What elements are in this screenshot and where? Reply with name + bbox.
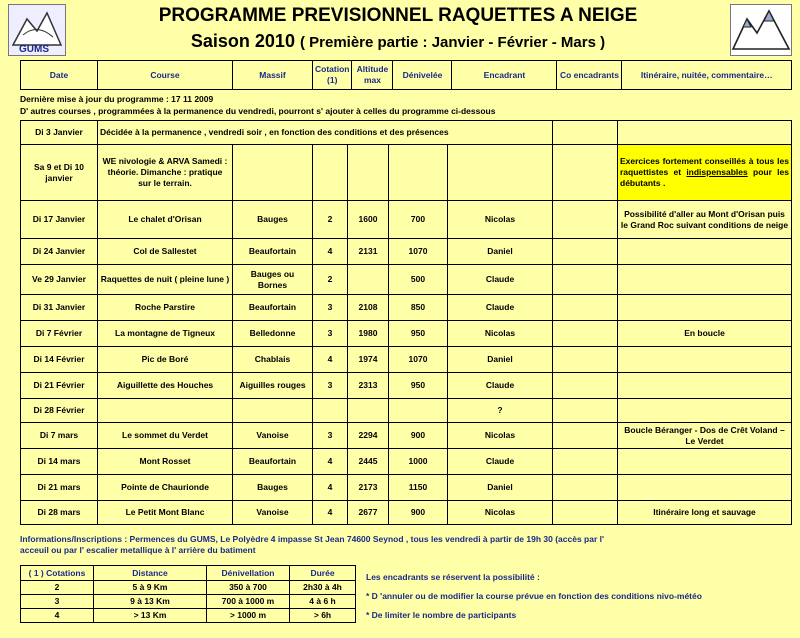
season-label: Saison 2010 xyxy=(190,31,295,51)
alt-cell: 2294 xyxy=(348,423,389,449)
cot-cell: 4 xyxy=(313,475,348,501)
comment-cell xyxy=(618,373,792,399)
table-row xyxy=(21,475,792,501)
info-note: Informations/Inscriptions : Permences du GUMS, Le Polyèdre 4 impasse St Jean 74600 Seynod , tous les vendredi à partir de 19h 30 (accès par l' acceuil ou par l' escalier metallique à l' arrière du batiment xyxy=(20,534,605,555)
date-cell: Di 28 mars xyxy=(21,501,98,525)
date-cell: Di 21 Février xyxy=(21,373,98,399)
massif-cell: Belledonne xyxy=(233,321,313,347)
cot-cell: 3 xyxy=(313,321,348,347)
massif-cell xyxy=(233,145,313,201)
cot-cell: 4 xyxy=(21,609,94,623)
table-row xyxy=(21,201,792,239)
course-cell: Le sommet du Verdet xyxy=(98,423,233,449)
cot-cell: 5 à 9 Km xyxy=(94,581,207,595)
alt-cell xyxy=(348,399,389,423)
cot-cell: 350 à 700 xyxy=(207,581,290,595)
enc-cell: Daniel xyxy=(448,475,553,501)
cot-cell: 9 à 13 Km xyxy=(94,595,207,609)
course-cell: WE nivologie & ARVA Samedi : théorie. Dimanche : pratique sur le terrain. xyxy=(98,145,233,201)
season-subtitle: ( Première partie : Janvier - Février - Mars ) xyxy=(299,34,606,51)
co-cell xyxy=(553,239,618,265)
cot-cell xyxy=(313,145,348,201)
table-row xyxy=(21,295,792,321)
alt-cell: 1600 xyxy=(348,201,389,239)
enc-cell: Claude xyxy=(448,449,553,475)
cot-row xyxy=(21,581,356,595)
co-cell xyxy=(553,449,618,475)
massif-cell: Bauges xyxy=(233,475,313,501)
den-cell: 500 xyxy=(389,265,448,295)
den-cell: 900 xyxy=(389,423,448,449)
enc-cell: Nicolas xyxy=(448,501,553,525)
comment-cell: Possibilité d'aller au Mont d'Orisan puis le Grand Roc suivant conditions de neige xyxy=(618,201,792,239)
cot-cell: 700 à 1000 m xyxy=(207,595,290,609)
table-row xyxy=(21,449,792,475)
table-row xyxy=(21,321,792,347)
table-row xyxy=(21,423,792,449)
co-cell xyxy=(553,475,618,501)
cot-cell: 2h30 à 4h xyxy=(290,581,356,595)
massif-cell: Beaufortain xyxy=(233,239,313,265)
co-cell xyxy=(553,121,618,145)
comment-text-end: pour les débutants . xyxy=(620,167,789,188)
cot-header: Dénivellation xyxy=(207,566,290,581)
date-cell: Di 24 Janvier xyxy=(21,239,98,265)
date-cell: Di 14 mars xyxy=(21,449,98,475)
date-cell: Sa 9 et Di 10 janvier xyxy=(21,145,98,201)
co-cell xyxy=(553,347,618,373)
col-date: Date xyxy=(21,61,98,90)
co-cell xyxy=(553,399,618,423)
update-note: Dernière mise à jour du programme : 17 11 2009 xyxy=(20,94,214,104)
comment-cell xyxy=(618,239,792,265)
co-cell xyxy=(553,295,618,321)
cot-cell: 3 xyxy=(313,423,348,449)
reserve-item: * D 'annuler ou de modifier la course prévue en fonction des conditions nivo-météo xyxy=(366,591,702,601)
reserve-notes xyxy=(366,568,702,625)
cot-header: ( 1 ) Cotations xyxy=(21,566,94,581)
comment-cell xyxy=(618,449,792,475)
col-cotation: Cotation (1) xyxy=(313,61,352,90)
cot-cell: 2 xyxy=(313,201,348,239)
date-cell: Di 14 Février xyxy=(21,347,98,373)
alt-cell: 1974 xyxy=(348,347,389,373)
alt-cell: 2445 xyxy=(348,449,389,475)
program-table xyxy=(20,120,792,525)
enc-cell: Claude xyxy=(448,295,553,321)
alt-cell: 2173 xyxy=(348,475,389,501)
den-cell: 950 xyxy=(389,373,448,399)
table-row xyxy=(21,239,792,265)
cot-cell: 4 xyxy=(313,449,348,475)
enc-cell xyxy=(448,145,553,201)
cot-row xyxy=(21,595,356,609)
massif-cell: Bauges ou Bornes xyxy=(233,265,313,295)
course-cell: Mont Rosset xyxy=(98,449,233,475)
enc-cell: ? xyxy=(448,399,553,423)
co-cell xyxy=(553,145,618,201)
enc-cell: Daniel xyxy=(448,239,553,265)
den-cell: 1070 xyxy=(389,347,448,373)
course-cell xyxy=(98,399,233,423)
enc-cell: Claude xyxy=(448,373,553,399)
cot-row xyxy=(21,609,356,623)
col-encadrant: Encadrant xyxy=(452,61,557,90)
den-cell xyxy=(389,399,448,423)
comment-underline: indispensables xyxy=(686,167,748,177)
enc-cell: Daniel xyxy=(448,347,553,373)
massif-cell: Aiguilles rouges xyxy=(233,373,313,399)
others-note: D' autres courses , programmées à la permanence du vendredi, pourront s' ajouter à celles du programme ci-dessous xyxy=(20,106,496,116)
den-cell: 850 xyxy=(389,295,448,321)
den-cell: 1000 xyxy=(389,449,448,475)
comment-cell xyxy=(618,475,792,501)
comment-cell xyxy=(618,145,792,201)
co-cell xyxy=(553,265,618,295)
comment-cell xyxy=(618,347,792,373)
den-cell: 1070 xyxy=(389,239,448,265)
page-header xyxy=(0,0,800,58)
alt-cell xyxy=(348,145,389,201)
den-cell: 700 xyxy=(389,201,448,239)
col-co-encadrants: Co encadrants xyxy=(557,61,622,90)
comment-cell: Itinéraire long et sauvage xyxy=(618,501,792,525)
cot-cell: > 6h xyxy=(290,609,356,623)
course-cell: Raquettes de nuit ( pleine lune ) xyxy=(98,265,233,295)
span-cell: Décidée à la permanence , vendredi soir , en fonction des conditions et des présences xyxy=(98,121,553,145)
comment-cell xyxy=(618,295,792,321)
cot-header: Distance xyxy=(94,566,207,581)
date-cell: Di 28 Février xyxy=(21,399,98,423)
massif-cell: Bauges xyxy=(233,201,313,239)
table-row xyxy=(21,347,792,373)
reserve-item: * De limiter le nombre de participants xyxy=(366,610,517,620)
cot-cell: 2 xyxy=(21,581,94,595)
cot-cell: 3 xyxy=(313,373,348,399)
col-course: Course xyxy=(98,61,233,90)
alt-cell xyxy=(348,265,389,295)
course-cell: Le Petit Mont Blanc xyxy=(98,501,233,525)
comment-text: Exercices fortement conseillés à tous les raquettistes et xyxy=(620,156,789,177)
cot-cell xyxy=(313,399,348,423)
enc-cell: Claude xyxy=(448,265,553,295)
massif-cell: Vanoise xyxy=(233,423,313,449)
co-cell xyxy=(553,321,618,347)
comment-cell: Boucle Béranger - Dos de Crêt Voland – Le Verdet xyxy=(618,423,792,449)
course-cell: Pic de Boré xyxy=(98,347,233,373)
date-cell: Di 31 Janvier xyxy=(21,295,98,321)
date-cell: Di 7 Février xyxy=(21,321,98,347)
alt-cell: 1980 xyxy=(348,321,389,347)
col-itineraire: Itinéraire, nuitée, commentaire… xyxy=(622,61,792,90)
den-cell: 1150 xyxy=(389,475,448,501)
column-header-table xyxy=(20,60,792,90)
alt-cell: 2131 xyxy=(348,239,389,265)
den-cell: 950 xyxy=(389,321,448,347)
cot-cell: > 13 Km xyxy=(94,609,207,623)
reserve-title: Les encadrants se réservent la possibilité : xyxy=(366,572,540,582)
table-row xyxy=(21,265,792,295)
massif-cell: Chablais xyxy=(233,347,313,373)
course-cell: La montagne de Tigneux xyxy=(98,321,233,347)
col-massif: Massif xyxy=(233,61,313,90)
col-altitude: Altitude max xyxy=(352,61,393,90)
date-cell: Di 21 mars xyxy=(21,475,98,501)
course-cell: Le chalet d'Orisan xyxy=(98,201,233,239)
table-row xyxy=(21,121,792,145)
co-cell xyxy=(553,501,618,525)
table-row xyxy=(21,399,792,423)
table-row xyxy=(21,501,792,525)
cot-cell: 3 xyxy=(313,295,348,321)
table-row xyxy=(21,373,792,399)
comment-cell xyxy=(618,265,792,295)
logo-text: GUMS xyxy=(19,44,49,55)
den-cell xyxy=(389,145,448,201)
comment-cell: En boucle xyxy=(618,321,792,347)
co-cell xyxy=(553,373,618,399)
massif-cell: Vanoise xyxy=(233,501,313,525)
date-cell: Di 3 Janvier xyxy=(21,121,98,145)
course-cell: Aiguillette des Houches xyxy=(98,373,233,399)
comment-cell xyxy=(618,399,792,423)
cot-cell: 2 xyxy=(313,265,348,295)
mountain-icon xyxy=(730,4,792,56)
co-cell xyxy=(553,201,618,239)
den-cell: 900 xyxy=(389,501,448,525)
comment-cell xyxy=(618,121,792,145)
cot-cell: 3 xyxy=(21,595,94,609)
enc-cell: Nicolas xyxy=(448,321,553,347)
massif-cell: Beaufortain xyxy=(233,295,313,321)
alt-cell: 2108 xyxy=(348,295,389,321)
table-row xyxy=(21,145,792,201)
cot-cell: 4 xyxy=(313,239,348,265)
date-cell: Di 7 mars xyxy=(21,423,98,449)
co-cell xyxy=(553,423,618,449)
alt-cell: 2313 xyxy=(348,373,389,399)
cot-header: Durée xyxy=(290,566,356,581)
course-cell: Roche Parstire xyxy=(98,295,233,321)
massif-cell: Beaufortain xyxy=(233,449,313,475)
page-title: PROGRAMME PREVISIONNEL RAQUETTES A NEIGE xyxy=(158,5,638,26)
cot-cell: 4 à 6 h xyxy=(290,595,356,609)
season-title xyxy=(70,31,726,52)
cot-cell: 4 xyxy=(313,347,348,373)
course-cell: Pointe de Chaurionde xyxy=(98,475,233,501)
course-cell: Col de Sallestet xyxy=(98,239,233,265)
alt-cell: 2677 xyxy=(348,501,389,525)
gums-logo xyxy=(8,4,66,56)
enc-cell: Nicolas xyxy=(448,423,553,449)
cotation-table xyxy=(20,565,356,623)
massif-cell xyxy=(233,399,313,423)
col-denivelee: Dénivelée xyxy=(393,61,452,90)
date-cell: Ve 29 Janvier xyxy=(21,265,98,295)
enc-cell: Nicolas xyxy=(448,201,553,239)
date-cell: Di 17 Janvier xyxy=(21,201,98,239)
cot-cell: > 1000 m xyxy=(207,609,290,623)
cot-cell: 4 xyxy=(313,501,348,525)
